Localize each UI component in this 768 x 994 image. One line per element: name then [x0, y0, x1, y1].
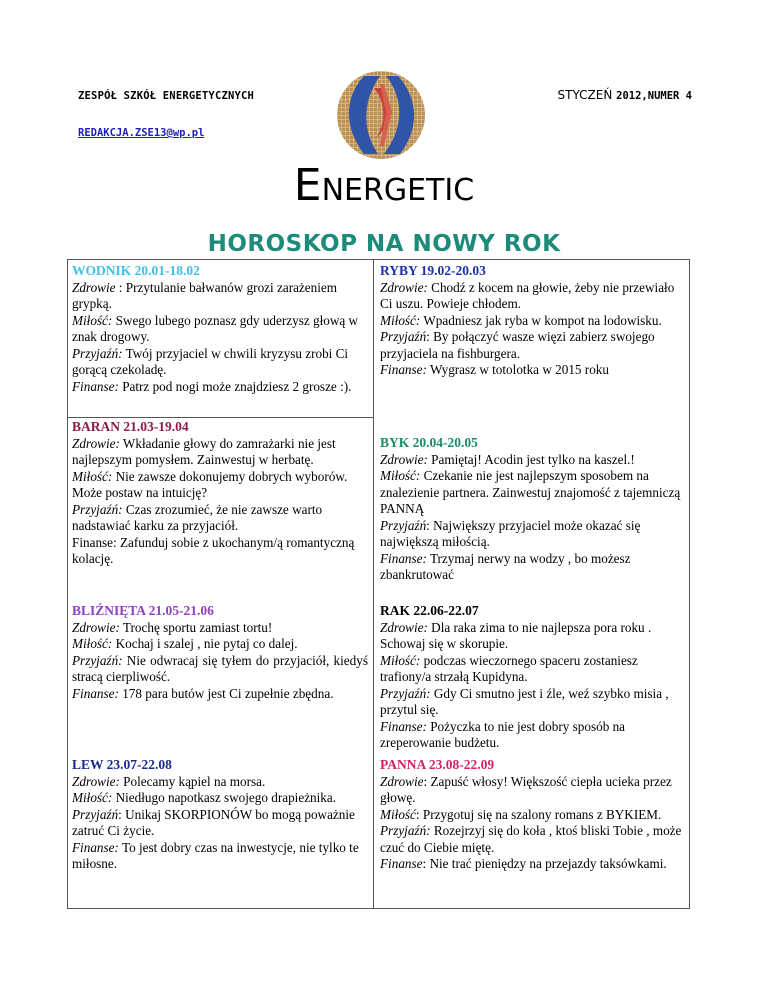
- money-text: Wygrasz w totolotka w 2015 roku: [426, 362, 609, 377]
- money-label: Finanse:: [380, 362, 427, 377]
- friend-line: [72, 502, 368, 535]
- love-label: Miłość:: [72, 468, 113, 484]
- money-label: Finanse:: [72, 378, 119, 394]
- friend-line: [72, 807, 368, 840]
- sign-baran: [72, 419, 368, 568]
- money-line: [380, 551, 685, 584]
- friend-line: [380, 823, 685, 856]
- love-line: [380, 313, 685, 330]
- health-label: Zdrowie:: [380, 279, 428, 295]
- health-line: [72, 436, 368, 469]
- love-line: [380, 807, 685, 824]
- love-line: [72, 313, 368, 346]
- sign-ryby: [380, 263, 685, 379]
- money-label: Finanse:: [72, 839, 119, 855]
- friend-line: [380, 518, 685, 551]
- friend-label: Przyjaźń:: [380, 685, 431, 701]
- sign-lew: [72, 757, 368, 873]
- love-label: Miłość:: [380, 652, 421, 668]
- health-text: Wkładanie głowy do zamrażarki nie jest najlepszym pomysłem. Zainwestuj w herbatę.: [72, 435, 336, 467]
- love-text: Niedługo napotkasz swojego drapieżnika.: [112, 790, 337, 805]
- health-text: : Zapuść włosy! Większość ciepła ucieka przez głowę.: [380, 773, 672, 805]
- money-line: [72, 686, 368, 703]
- friend-text: : Największy przyjaciel może okazać się największą miłością.: [380, 517, 641, 549]
- love-line: [380, 653, 685, 686]
- friend-text: : Unikaj SKORPIONÓW bo mogą poważnie zatruć Ci życie.: [72, 806, 355, 838]
- love-label: Miłość:: [380, 468, 421, 483]
- friend-line: [380, 329, 685, 362]
- money-line: Finanse: Zafunduj sobie z ukochanym/ą romantyczną kolację.: [72, 534, 355, 566]
- sign-name: RAK 22.06-22.07: [380, 603, 479, 618]
- love-label: Miłość: [380, 806, 416, 822]
- sign-byk: [380, 435, 685, 584]
- sign-name: LEW 23.07-22.08: [72, 757, 172, 772]
- issue-month: STYCZEŃ: [557, 88, 613, 102]
- section-title: HOROSKOP NA NOWY ROK: [207, 231, 561, 257]
- health-line: [380, 620, 685, 653]
- friend-text: Twój przyjaciel w chwili kryzysu zrobi Ci gorącą czekoladę.: [72, 345, 349, 377]
- money-text: 178 para butów jest Ci zupełnie zbędna.: [118, 685, 334, 701]
- love-text: Kochaj i szalej , nie pytaj co dalej.: [112, 636, 298, 651]
- money-text: To jest dobry czas na inwestycje, nie tylko te miłosne.: [72, 839, 359, 871]
- love-label: Miłość:: [72, 636, 113, 651]
- sign-name: WODNIK 20.01-18.02: [72, 263, 200, 278]
- health-label: Zdrowie:: [380, 451, 428, 467]
- love-line: [380, 468, 685, 518]
- love-line: [72, 636, 368, 653]
- money-text: Pożyczka to nie jest dobry sposób na zreperowanie budżetu.: [380, 718, 626, 750]
- love-label: Miłość:: [72, 312, 113, 328]
- love-text: : Przygotuj się na szalony romans z BYKIEM.: [415, 806, 662, 822]
- love-label: Miłość:: [380, 312, 421, 328]
- health-text: : Przytulanie bałwanów grozi zarażeniem grypką.: [72, 279, 338, 311]
- friend-label: Przyjaźń:: [72, 345, 123, 361]
- love-line: [72, 790, 368, 807]
- health-line: [380, 452, 685, 469]
- health-label: Zdrowie: [72, 279, 116, 295]
- money-text: Patrz pod nogi może znajdziesz 2 grosze :).: [118, 378, 352, 394]
- sign-panna: [380, 757, 685, 873]
- health-label: Zdrowie:: [72, 435, 120, 451]
- sign-name: PANNA 23.08-22.09: [380, 757, 495, 772]
- health-line: [72, 280, 368, 313]
- newspaper-title: [0, 160, 768, 211]
- money-label: Finanse:: [72, 685, 119, 701]
- issue-number: 2012,NUMER 4: [616, 90, 692, 102]
- sign-name: BYK 20.04-20.05: [380, 435, 478, 450]
- school-name: ZESPÓŁ SZKÓŁ ENERGETYCZNYCH: [78, 90, 255, 102]
- sign-name: BARAN 21.03-19.04: [72, 419, 189, 434]
- love-label: Miłość:: [72, 790, 113, 805]
- title-rest: NERGETIC: [321, 173, 475, 208]
- health-line: [72, 620, 368, 637]
- health-line: [72, 774, 368, 791]
- sign-blizneta: [72, 603, 368, 702]
- health-text: Trochę sportu zamiast tortu!: [119, 619, 273, 635]
- friend-line: [72, 653, 368, 686]
- friend-label: Przyjaźń: [72, 806, 119, 822]
- sign-name: RYBY 19.02-20.03: [380, 263, 486, 278]
- money-text: : Nie trać pieniędzy na przejazdy taksówkami.: [422, 856, 667, 871]
- money-label: Finanse:: [380, 718, 427, 734]
- money-line: [380, 719, 685, 752]
- health-label: Zdrowie: [380, 773, 424, 789]
- money-label: Finanse: [380, 856, 423, 871]
- money-text: Trzymaj nerwy na wodzy , bo możesz zbankrutować: [380, 550, 631, 582]
- friend-text: Nie odwracaj się tyłem do przyjaciół, kiedyś stracą cierpliwość.: [72, 652, 368, 684]
- friend-label: Przyjaźń:: [380, 823, 431, 838]
- health-text: Dla raka zima to nie najlepsza pora roku . Schowaj się w skorupie.: [380, 619, 652, 651]
- money-line: [72, 379, 368, 396]
- friend-line: [72, 346, 368, 379]
- sign-wodnik: [72, 263, 368, 395]
- health-text: Polecamy kąpiel na morsa.: [119, 773, 266, 789]
- friend-text: Rozejrzyj się do koła , ktoś bliski Tobie , może czuć do Ciebie miętę.: [380, 823, 682, 855]
- friend-label: Przyjaźń:: [72, 652, 123, 668]
- love-line: [72, 469, 368, 502]
- health-line: [380, 774, 685, 807]
- sign-rak: [380, 603, 685, 752]
- money-line: [72, 840, 368, 873]
- health-line: [380, 280, 685, 313]
- love-text: Wpadniesz jak ryba w kompot na lodowisku.: [420, 312, 662, 328]
- love-text: podczas wieczornego spaceru zostaniesz trafiony/a strzałą Kupidyna.: [380, 652, 638, 684]
- sign-name: BLIŹNIĘTA 21.05-21.06: [72, 603, 214, 618]
- money-label: Finanse:: [380, 550, 427, 566]
- table-divider: [373, 259, 374, 909]
- friend-label: Przyjaźń: [380, 517, 427, 533]
- newspaper-logo-icon: [334, 68, 428, 162]
- friend-text: Czas zrozumieć, że nie zawsze warto nadstawiać karku za przyjaciół.: [72, 501, 323, 533]
- health-label: Zdrowie:: [72, 773, 120, 789]
- love-text: Swego lubego poznasz gdy uderzysz głową w znak drogowy.: [72, 312, 359, 344]
- money-line: [380, 362, 685, 379]
- row-line-left: [67, 417, 373, 418]
- friend-text: : By połączyć wasze więzi zabierz swojego przyjaciela na fishburgera.: [380, 329, 655, 361]
- title-initial: E: [293, 160, 322, 211]
- editorial-email-link[interactable]: REDAKCJA.ZSE13@wp.pl: [78, 127, 205, 139]
- friend-label: Przyjaźń:: [72, 501, 123, 517]
- issue-date: [558, 88, 692, 102]
- friend-line: [380, 686, 685, 719]
- health-text: Pamiętaj! Acodin jest tylko na kaszel.!: [427, 451, 635, 467]
- love-text: Czekanie nie jest najlepszym sposobem na znalezienie partnera. Zainwestuj znajomość z tajemniczą PANNĄ: [380, 468, 681, 516]
- health-label: Zdrowie:: [72, 619, 120, 635]
- love-text: Nie zawsze dokonujemy dobrych wyborów. Może postaw na intuicję?: [72, 468, 348, 500]
- health-label: Zdrowie:: [380, 619, 428, 635]
- money-line: [380, 856, 685, 873]
- friend-label: Przyjaźń: [380, 329, 427, 344]
- friend-text: Gdy Ci smutno jest i źle, weź szybko misia , przytul się.: [380, 685, 669, 717]
- health-text: Chodź z kocem na głowie, żeby nie przewiało Ci uszu. Powieje chłodem.: [380, 279, 675, 311]
